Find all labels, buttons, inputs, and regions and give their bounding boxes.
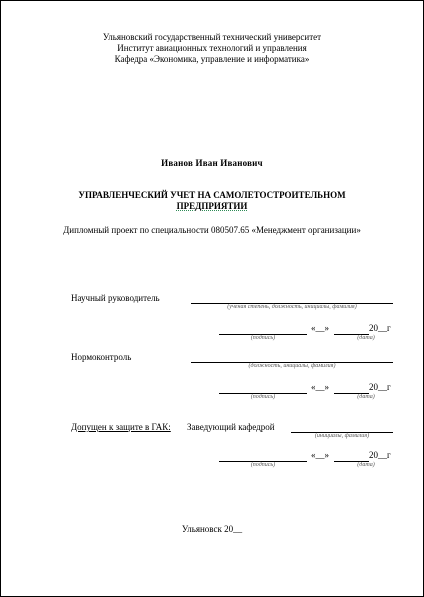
admission-label-text: Допущен к защите в ГАК: bbox=[71, 422, 171, 432]
thesis-title-part2 bbox=[1, 200, 423, 212]
supervisor-year: 20__г bbox=[369, 323, 391, 333]
normcontrol-signature-hint: (подпись) bbox=[250, 394, 276, 400]
supervisor-signature-hint: (подпись) bbox=[250, 335, 276, 341]
university-name: Ульяновский государственный технический университет bbox=[102, 32, 322, 42]
supervisor-date-quote: «__» bbox=[311, 323, 329, 333]
city-year-footer: Ульяновск 20__ bbox=[181, 524, 243, 534]
institute-name: Институт авиационных технологий и управления bbox=[117, 43, 307, 53]
normcontrol-hint: (должность, инициалы, фамилия) bbox=[248, 363, 336, 369]
thesis-subtitle: Дипломный проект по специальности 080507.65 «Менеджмент организации» bbox=[63, 225, 361, 235]
normcontrol-label: Нормоконтроль bbox=[71, 352, 132, 362]
admission-signature-hint: (подпись) bbox=[250, 462, 276, 468]
normcontrol-year: 20__г bbox=[369, 382, 391, 392]
department-name: Кафедра «Экономика, управление и информатика» bbox=[114, 54, 310, 64]
thesis-title-part2-text: ПРЕДПРИЯТИИ bbox=[176, 201, 248, 211]
department-head-hint: (инициалы, фамилия) bbox=[314, 433, 370, 439]
admission-label bbox=[71, 422, 171, 432]
admission-date-quote: «__» bbox=[311, 450, 329, 460]
admission-year: 20__г bbox=[369, 450, 391, 460]
thesis-title-part1: УПРАВЛЕНЧЕСКИЙ УЧЕТ НА САМОЛЕТОСТРОИТЕЛЬНОМ bbox=[78, 190, 346, 200]
supervisor-label: Научный руководитель bbox=[71, 293, 160, 303]
department-head-label: Заведующий кафедрой bbox=[187, 422, 275, 432]
admission-date-hint: (дата) bbox=[357, 462, 375, 468]
author-name: Иванов Иван Иванович bbox=[161, 158, 263, 168]
normcontrol-date-quote: «__» bbox=[311, 382, 329, 392]
normcontrol-date-hint: (дата) bbox=[357, 394, 375, 400]
supervisor-date-hint: (дата) bbox=[357, 335, 375, 341]
supervisor-hint: (ученая степень, должность, инициалы, фамилия) bbox=[227, 304, 357, 310]
